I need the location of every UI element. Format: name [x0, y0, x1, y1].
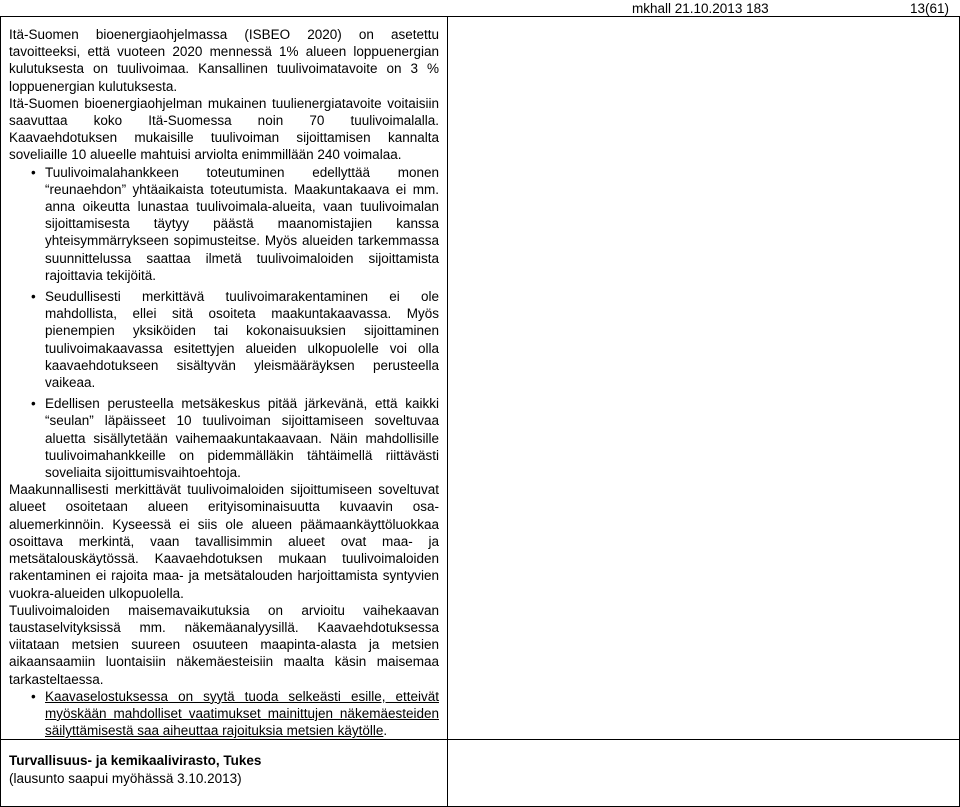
bullet-list [9, 688, 439, 740]
paragraph-landscape: Tuulivoimaloiden maisemavaikutuksia on arvioitu vaihekaavan taustaselvityksissä mm. näkemäanalyysillä. Kaavaehdotuksessa viitataan metsien suureen osuuteen maapinta-alasta ja metsien aikaansaamiin luontaisiin näkemäesteisiin maalta käsin maisemaa tarkasteltaessa. [9, 602, 439, 687]
paragraph-area-marking: Maakunnallisesti merkittävät tuulivoimaloiden sijoittumiseen soveltuvat alueet osoitetaan alueen erityisominaisuutta kuvaavin osa-aluemerkinnöin. Kyseessä ei siis ole alueen päämaankäyttöluokkaa osoittava merkintä, vaan tavallisimmin alueet ovat maa- ja metsätalouskäytössä. Kaavaehdotuksen mukaan tuulivoimaloiden rakentaminen ei rajoita maa- ja metsätalouden harjoittamista syntyvien vuokra-alueiden ulkopuolella. [9, 482, 439, 601]
list-item [9, 688, 439, 740]
underlined-remark: Kaavaselostuksessa on syytä tuoda selkeästi esille, etteivät myöskään mahdolliset vaatimukset mainittujen näkemäesteiden säilyttämisestä saa aiheuttaa rajoituksia metsien käytölle [45, 688, 439, 739]
list-item: • Edellisen perusteella metsäkeskus pitää järkevänä, että kaikki “seulan” läpäisseet 10 tuulivoiman sijoittamiseen soveltuvaa aluetta sisällytetään vaihemaakuntakaavaan. Näin mahdollisille tuulivoimahankkeille on pidemmälläkin tähtäimellä riittävästi soveliaita sijoittumisvaihtoehtoja. [9, 395, 439, 481]
statement-cell [1, 740, 448, 807]
bullet-list [9, 164, 439, 482]
statement-text [1, 17, 447, 739]
table-row [1, 740, 960, 807]
remark-period: . [383, 723, 388, 739]
list-item: • Seudullisesti merkittävä tuulivoimarakentaminen ei ole mahdollista, ellei sitä osoiteta maakuntakaavassa. Myös pienempien yksiköiden tai kokonaisuuksien sijoittaminen tuulivoimakaavassa esitettyjen alueiden ulkopuolelle voi olla kaavaehdotukseen sisältyvän yleismääräyksen perusteella vaikeaa. [9, 288, 439, 391]
response-cell [448, 740, 960, 807]
statement-table [0, 16, 960, 807]
statement-cell [1, 17, 448, 740]
list-item: • Tuulivoimalahankkeen toteutuminen edellyttää monen “reunaehdon” yhtäaikaista toteutumista. Maakuntakaava ei mm. anna oikeutta lunastaa tuulivoimala-alueita, vaan tuulivoimalan sijoittamisesta täytyy päästä maanomistajien kanssa yhteisymmärrykseen sopimusteitse. Myös alueiden tarkemmassa suunnittelussa saattaa ilmetä tuulivoimaloiden sijoittamista rajoittavia tekijöitä. [9, 164, 439, 284]
statement-date-note: (lausunto saapui myöhässä 3.10.2013) [9, 771, 242, 787]
statement-header [1, 740, 447, 788]
document-reference: mkhall 21.10.2013 183 [632, 1, 769, 16]
table-row [1, 17, 960, 740]
page-number: 13(61) [909, 1, 949, 16]
paragraph-bioenergy-goal: Itä-Suomen bioenergiaohjelmassa (ISBEO 2020) on asetettu tavoitteeksi, että vuoteen 2020 mennessä 1% alueen loppuenergian kulutuksesta on tuulivoimaa. Kansallinen tuulivoimatavoite on 3 % loppuenergian kulutuksesta. [9, 27, 439, 94]
response-cell [448, 17, 960, 740]
paragraph-wind-target: Itä-Suomen bioenergiaohjelman mukainen tuulienergiatavoite voitaisiin saavuttaa koko Itä-Suomessa noin 70 tuulivoimalalla. Kaavaehdotuksen mukaisille tuulivoiman sijoittamisen kannalta soveliaille 10 alueelle mahtuisi arviolta enimmillään 240 voimalaa. [9, 95, 439, 163]
organization-name: Turvallisuus- ja kemikaalivirasto, Tukes [9, 753, 262, 769]
